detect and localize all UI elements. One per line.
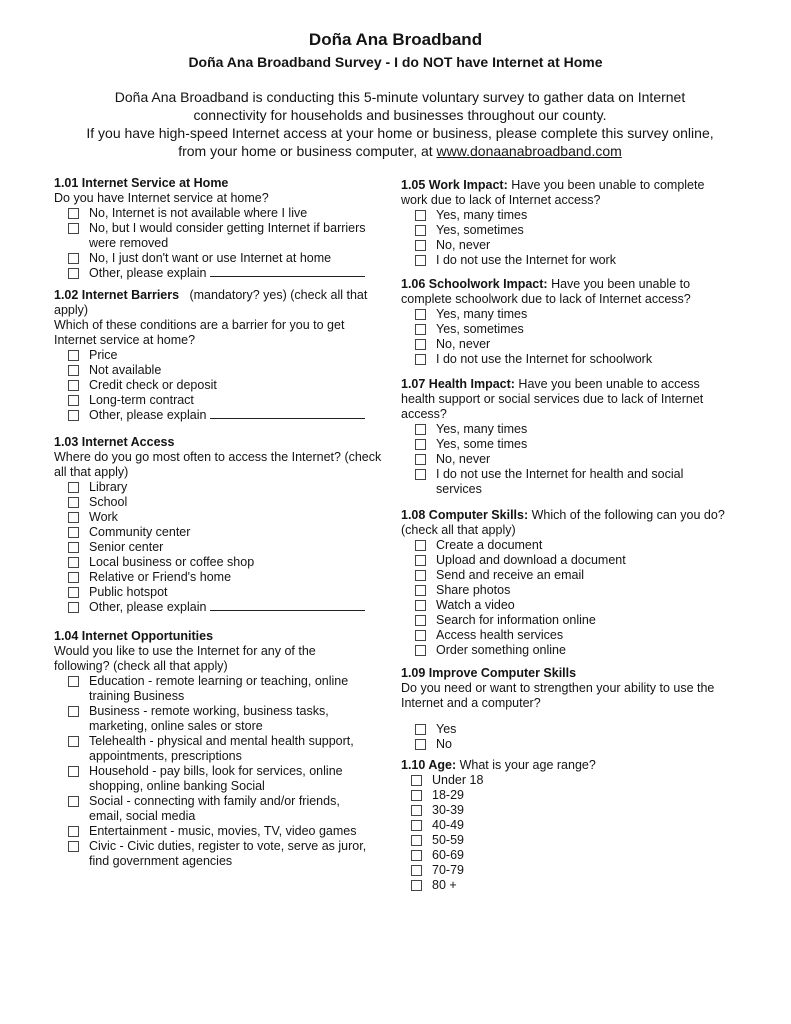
question-title: 1.01 Internet Service at Home bbox=[54, 176, 229, 190]
option-label: Watch a video bbox=[436, 598, 515, 612]
option-label: No, I just don't want or use Internet at home bbox=[89, 251, 332, 265]
option[interactable] bbox=[415, 422, 726, 437]
question-note: (mandatory? yes) (check all that apply) bbox=[54, 288, 368, 317]
option-label: Share photos bbox=[436, 583, 511, 597]
option[interactable] bbox=[415, 722, 726, 737]
option-label: Credit check or deposit bbox=[89, 378, 217, 392]
option[interactable] bbox=[68, 555, 384, 570]
option[interactable] bbox=[68, 734, 374, 764]
question-prompt: Do you have Internet service at home? bbox=[54, 191, 269, 205]
checkbox[interactable] bbox=[411, 790, 422, 801]
option[interactable] bbox=[68, 221, 384, 251]
explain-blank[interactable] bbox=[210, 266, 365, 277]
option-label: Under 18 bbox=[432, 773, 484, 787]
checkbox[interactable] bbox=[415, 324, 426, 335]
question-title: 1.10 Age: bbox=[401, 758, 457, 772]
option[interactable] bbox=[415, 583, 726, 598]
option[interactable] bbox=[411, 848, 726, 863]
checkbox[interactable] bbox=[68, 365, 79, 376]
option[interactable] bbox=[68, 764, 374, 794]
question-1-07 bbox=[401, 377, 726, 497]
checkbox[interactable] bbox=[415, 210, 426, 221]
checkbox[interactable] bbox=[415, 555, 426, 566]
option-label: No, never bbox=[436, 238, 491, 252]
option-label: Library bbox=[89, 480, 128, 494]
option-label: Upload and download a document bbox=[436, 553, 626, 567]
option-label: Access health services bbox=[436, 628, 564, 642]
option-label: Search for information online bbox=[436, 613, 596, 627]
checkbox[interactable] bbox=[68, 223, 79, 234]
checkbox[interactable] bbox=[68, 796, 79, 807]
option[interactable] bbox=[415, 437, 726, 452]
option-label: Order something online bbox=[436, 643, 566, 657]
checkbox[interactable] bbox=[68, 587, 79, 598]
option-label: Community center bbox=[89, 525, 191, 539]
checkbox[interactable] bbox=[415, 339, 426, 350]
option-label: 30-39 bbox=[432, 803, 464, 817]
question-1-08 bbox=[401, 508, 726, 658]
option-label: Send and receive an email bbox=[436, 568, 585, 582]
option[interactable] bbox=[415, 322, 726, 337]
checkbox[interactable] bbox=[68, 253, 79, 264]
option[interactable] bbox=[415, 238, 726, 253]
option-label: Work bbox=[89, 510, 118, 524]
option[interactable] bbox=[68, 704, 374, 734]
checkbox[interactable] bbox=[68, 482, 79, 493]
checkbox[interactable] bbox=[68, 602, 79, 613]
option-label: Yes, many times bbox=[436, 208, 528, 222]
option-label: 18-29 bbox=[432, 788, 464, 802]
intro-paragraph-2 bbox=[80, 124, 720, 160]
checkbox[interactable] bbox=[415, 739, 426, 750]
page-title: Doña Ana Broadband bbox=[308, 30, 483, 49]
option-label: Household - pay bills, look for services, online shopping, online banking Social bbox=[89, 764, 343, 793]
option-label: Other, please explain bbox=[89, 600, 207, 614]
question-heading bbox=[401, 377, 726, 422]
checkbox[interactable] bbox=[415, 585, 426, 596]
option[interactable] bbox=[68, 839, 374, 869]
question-heading bbox=[401, 178, 726, 208]
option[interactable] bbox=[68, 824, 374, 839]
option-label: Relative or Friend's home bbox=[89, 570, 232, 584]
checkbox[interactable] bbox=[68, 350, 79, 361]
option[interactable] bbox=[68, 393, 384, 408]
option[interactable] bbox=[68, 570, 384, 585]
option-label: 70-79 bbox=[432, 863, 464, 877]
option[interactable] bbox=[68, 363, 384, 378]
checkbox[interactable] bbox=[68, 826, 79, 837]
question-title: 1.06 Schoolwork Impact: bbox=[401, 277, 548, 291]
option-label: Public hotspot bbox=[89, 585, 168, 599]
option[interactable] bbox=[415, 253, 726, 268]
checkbox[interactable] bbox=[415, 439, 426, 450]
checkbox[interactable] bbox=[411, 805, 422, 816]
checkbox[interactable] bbox=[415, 615, 426, 626]
option-label: Yes, many times bbox=[436, 307, 528, 321]
checkbox[interactable] bbox=[68, 841, 79, 852]
checkbox[interactable] bbox=[68, 557, 79, 568]
option[interactable] bbox=[415, 553, 726, 568]
option[interactable] bbox=[415, 613, 726, 628]
intro-text bbox=[80, 88, 720, 160]
checkbox[interactable] bbox=[411, 880, 422, 891]
option[interactable] bbox=[415, 337, 726, 352]
survey-link[interactable]: www.donaanabroadband.com bbox=[436, 143, 622, 159]
option[interactable] bbox=[411, 818, 726, 833]
question-1-04 bbox=[54, 629, 384, 869]
option[interactable] bbox=[68, 348, 384, 363]
option[interactable] bbox=[68, 266, 384, 281]
option[interactable] bbox=[68, 251, 384, 266]
option-label: Yes bbox=[436, 722, 457, 736]
option[interactable] bbox=[68, 510, 384, 525]
question-heading bbox=[401, 508, 726, 538]
checkbox[interactable] bbox=[415, 600, 426, 611]
question-title: 1.07 Health Impact: bbox=[401, 377, 515, 391]
option[interactable] bbox=[415, 643, 726, 658]
checkbox[interactable] bbox=[415, 354, 426, 365]
option-label: Other, please explain bbox=[89, 266, 207, 280]
option-label: 60-69 bbox=[432, 848, 464, 862]
option[interactable] bbox=[411, 803, 726, 818]
checkbox[interactable] bbox=[415, 630, 426, 641]
question-1-01 bbox=[54, 176, 384, 281]
option[interactable] bbox=[415, 598, 726, 613]
option-label: No, Internet is not available where I live bbox=[89, 206, 308, 220]
question-1-10 bbox=[401, 758, 726, 893]
checkbox[interactable] bbox=[68, 208, 79, 219]
option[interactable] bbox=[68, 408, 384, 423]
option-label: No, but I would consider getting Internet if barriers were removed bbox=[89, 221, 366, 250]
option[interactable] bbox=[68, 794, 374, 824]
option-label: No bbox=[436, 737, 452, 751]
option-label: Local business or coffee shop bbox=[89, 555, 255, 569]
checkbox[interactable] bbox=[68, 542, 79, 553]
question-1-02 bbox=[54, 288, 384, 423]
option-label: School bbox=[89, 495, 128, 509]
question-title: 1.09 Improve Computer Skills bbox=[401, 666, 577, 680]
option-label: 40-49 bbox=[432, 818, 464, 832]
question-prompt: Have you been unable to complete schoolwork due to lack of Internet access? bbox=[401, 277, 691, 306]
option[interactable] bbox=[415, 352, 726, 367]
intro-paragraph-1: Doña Ana Broadband is conducting this 5-minute voluntary survey to gather data on Internet connectivity for households and businesses throughout our county. bbox=[114, 89, 686, 123]
checkbox[interactable] bbox=[68, 395, 79, 406]
checkbox[interactable] bbox=[411, 850, 422, 861]
page-subtitle: Doña Ana Broadband Survey - I do NOT have Internet at Home bbox=[188, 54, 603, 70]
question-heading bbox=[54, 288, 384, 318]
checkbox[interactable] bbox=[415, 255, 426, 266]
checkbox[interactable] bbox=[68, 512, 79, 523]
option[interactable] bbox=[68, 585, 384, 600]
question-prompt: Where do you go most often to access the Internet? (check all that apply) bbox=[54, 450, 382, 479]
option[interactable] bbox=[415, 208, 726, 223]
option[interactable] bbox=[68, 674, 374, 704]
option[interactable] bbox=[68, 378, 384, 393]
option-label: Yes, many times bbox=[436, 422, 528, 436]
explain-blank[interactable] bbox=[210, 600, 365, 611]
question-title: 1.03 Internet Access bbox=[54, 435, 175, 449]
option[interactable] bbox=[411, 773, 726, 788]
option-label: Senior center bbox=[89, 540, 164, 554]
checkbox[interactable] bbox=[68, 497, 79, 508]
checkbox[interactable] bbox=[68, 380, 79, 391]
option-label: Long-term contract bbox=[89, 393, 194, 407]
checkbox[interactable] bbox=[415, 570, 426, 581]
checkbox[interactable] bbox=[68, 527, 79, 538]
question-heading bbox=[401, 758, 726, 773]
checkbox[interactable] bbox=[415, 469, 426, 480]
checkbox[interactable] bbox=[415, 724, 426, 735]
option-label: I do not use the Internet for work bbox=[436, 253, 616, 267]
question-title: 1.08 Computer Skills: bbox=[401, 508, 529, 522]
checkbox[interactable] bbox=[415, 309, 426, 320]
option[interactable] bbox=[68, 206, 384, 221]
question-title: 1.05 Work Impact: bbox=[401, 178, 508, 192]
option-label: I do not use the Internet for health and social services bbox=[436, 467, 684, 496]
option-label: Business - remote working, business tasks, marketing, online sales or store bbox=[89, 704, 329, 733]
question-title: 1.04 Internet Opportunities bbox=[54, 629, 214, 643]
question-1-03 bbox=[54, 435, 384, 615]
checkbox[interactable] bbox=[68, 572, 79, 583]
question-prompt: Do you need or want to strengthen your ability to use the Internet and a computer? bbox=[401, 681, 715, 710]
option-label: Yes, some times bbox=[436, 437, 528, 451]
question-prompt: Would you like to use the Internet for any of the following? (check all that apply) bbox=[54, 644, 316, 673]
option-label: Telehealth - physical and mental health support, appointments, prescriptions bbox=[89, 734, 354, 763]
option[interactable] bbox=[411, 863, 726, 878]
checkbox[interactable] bbox=[415, 454, 426, 465]
option-label: 50-59 bbox=[432, 833, 464, 847]
option[interactable] bbox=[68, 540, 384, 555]
option[interactable] bbox=[68, 480, 384, 495]
checkbox[interactable] bbox=[68, 268, 79, 279]
option-label: Social - connecting with family and/or friends, email, social media bbox=[89, 794, 340, 823]
checkbox[interactable] bbox=[68, 706, 79, 717]
checkbox[interactable] bbox=[415, 540, 426, 551]
option[interactable] bbox=[415, 538, 726, 553]
question-prompt: What is your age range? bbox=[459, 758, 596, 772]
option[interactable] bbox=[415, 467, 726, 497]
option[interactable] bbox=[68, 600, 384, 615]
question-prompt: Have you been unable to access health support or social services due to lack of Internet access? bbox=[401, 377, 704, 421]
question-prompt: Have you been unable to complete work due to lack of Internet access? bbox=[401, 178, 705, 207]
checkbox[interactable] bbox=[68, 736, 79, 747]
option-label: 80 + bbox=[432, 878, 457, 892]
option[interactable] bbox=[411, 878, 726, 893]
checkbox[interactable] bbox=[415, 240, 426, 251]
checkbox[interactable] bbox=[411, 865, 422, 876]
question-prompt: Which of these conditions are a barrier for you to get Internet service at home? bbox=[54, 318, 345, 347]
option-label: Other, please explain bbox=[89, 408, 207, 422]
checkbox[interactable] bbox=[411, 820, 422, 831]
option-label: No, never bbox=[436, 337, 491, 351]
option-label: No, never bbox=[436, 452, 491, 466]
question-1-05 bbox=[401, 178, 726, 268]
explain-blank[interactable] bbox=[210, 408, 365, 419]
option-label: Price bbox=[89, 348, 118, 362]
intro-paragraph-2-text: If you have high-speed Internet access at your home or business, please complete this survey online, from your home or business computer, at bbox=[86, 125, 714, 159]
checkbox[interactable] bbox=[68, 766, 79, 777]
checkbox[interactable] bbox=[415, 645, 426, 656]
question-heading bbox=[401, 277, 726, 307]
question-title: 1.02 Internet Barriers bbox=[54, 288, 180, 302]
option-label: Entertainment - music, movies, TV, video games bbox=[89, 824, 357, 838]
question-prompt: Which of the following can you do? (check all that apply) bbox=[401, 508, 725, 537]
option-label: I do not use the Internet for schoolwork bbox=[436, 352, 653, 366]
option[interactable] bbox=[415, 628, 726, 643]
option-label: Create a document bbox=[436, 538, 543, 552]
option[interactable] bbox=[68, 525, 384, 540]
option-label: Education - remote learning or teaching, online training Business bbox=[89, 674, 349, 703]
option[interactable] bbox=[415, 568, 726, 583]
checkbox[interactable] bbox=[415, 424, 426, 435]
option-label: Yes, sometimes bbox=[436, 223, 524, 237]
option[interactable] bbox=[415, 737, 726, 752]
option[interactable] bbox=[415, 223, 726, 238]
option[interactable] bbox=[415, 452, 726, 467]
question-1-09 bbox=[401, 666, 726, 752]
option-label: Civic - Civic duties, register to vote, serve as juror, find government agencies bbox=[89, 839, 367, 868]
question-1-06 bbox=[401, 277, 726, 367]
option[interactable] bbox=[68, 495, 384, 510]
option[interactable] bbox=[411, 833, 726, 848]
checkbox[interactable] bbox=[68, 676, 79, 687]
option[interactable] bbox=[415, 307, 726, 322]
option[interactable] bbox=[411, 788, 726, 803]
checkbox[interactable] bbox=[411, 835, 422, 846]
checkbox[interactable] bbox=[415, 225, 426, 236]
option-label: Yes, sometimes bbox=[436, 322, 524, 336]
checkbox[interactable] bbox=[411, 775, 422, 786]
checkbox[interactable] bbox=[68, 410, 79, 421]
option-label: Not available bbox=[89, 363, 162, 377]
